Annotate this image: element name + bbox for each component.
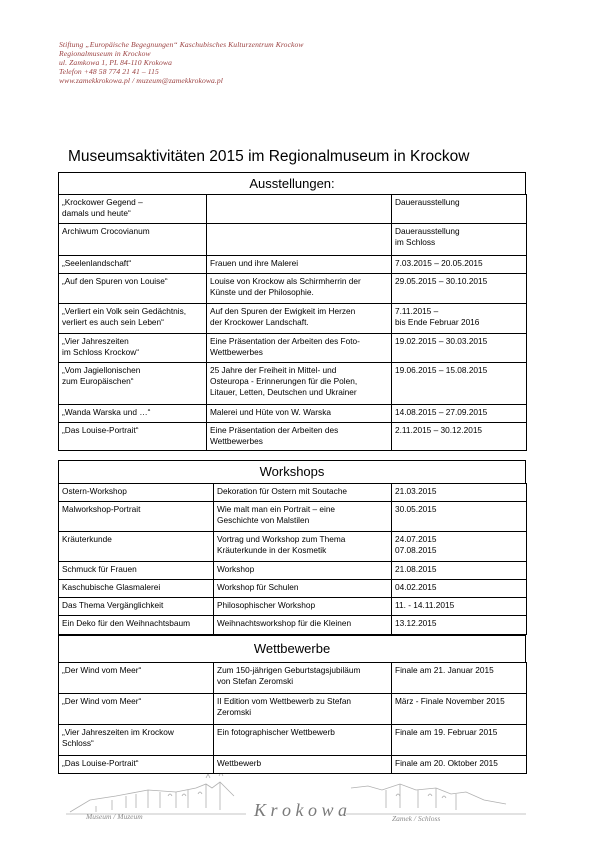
workshop-title: Kaschubische Glasmalerei [59,580,214,598]
table-row [59,663,527,694]
table-row [59,694,527,725]
exhibition-title: „Vom Jagiellonischen zum Europäischen“ [59,363,207,405]
exhibition-description: Auf den Spuren der Ewigkeit im Herzen der Krockower Landschaft. [207,304,392,334]
table-row [59,423,527,451]
section-header-exhibitions: Ausstellungen: [58,172,526,195]
workshop-date: 21.03.2015 [392,484,527,502]
workshop-title: Das Thema Vergänglichkeit [59,598,214,616]
exhibition-title: „Vier Jahreszeiten im Schloss Krockow“ [59,334,207,363]
workshop-description: Weihnachtsworkshop für die Kleinen [214,616,392,635]
table-row [59,616,527,635]
workshop-title: Kräuterkunde [59,532,214,562]
exhibition-description [207,195,392,224]
exhibition-title: „Wanda Warska und …“ [59,405,207,423]
exhibition-title: „Krockower Gegend – damals und heute“ [59,195,207,224]
workshop-description: Workshop [214,562,392,580]
workshop-date: 04.02.2015 [392,580,527,598]
table-row [59,334,527,363]
workshop-description: Vortrag und Workshop zum Thema Kräuterkunde in der Kosmetik [214,532,392,562]
competition-date: Finale am 19. Februar 2015 [392,725,527,756]
competition-description: Zum 150-jährigen Geburtstagsjubiläum von Stefan Zeromski [214,663,392,694]
exhibition-title: „Das Louise-Portrait“ [59,423,207,451]
workshop-description: Dekoration für Ostern mit Soutache [214,484,392,502]
workshop-date: 21.08.2015 [392,562,527,580]
footer [56,774,538,824]
workshop-title: Ostern-Workshop [59,484,214,502]
competition-title: „Der Wind vom Meer“ [59,694,214,725]
table-row [59,363,527,405]
table-row [59,304,527,334]
competition-title: „Vier Jahreszeiten im Krockow Schloss“ [59,725,214,756]
exhibition-description [207,224,392,256]
competition-description: Ein fotographischer Wettbewerb [214,725,392,756]
competition-date: März - Finale November 2015 [392,694,527,725]
exhibition-date: 19.06.2015 – 15.08.2015 [392,363,527,405]
workshop-title: Ein Deko für den Weihnachtsbaum [59,616,214,635]
exhibition-description: Louise von Krockow als Schirmherrin der Künste und der Philosophie. [207,274,392,304]
workshop-date: 24.07.2015 07.08.2015 [392,532,527,562]
exhibition-title: Archiwum Crocovianum [59,224,207,256]
table-row [59,532,527,562]
exhibition-date: 29.05.2015 – 30.10.2015 [392,274,527,304]
competitions-table [58,662,527,774]
workshop-title: Schmuck für Frauen [59,562,214,580]
table-row [59,405,527,423]
exhibition-description: Frauen und ihre Malerei [207,256,392,274]
competition-title: „Das Louise-Portrait“ [59,756,214,774]
exhibition-date: 19.02.2015 – 30.03.2015 [392,334,527,363]
competition-description: Wettbewerb [214,756,392,774]
table-row [59,562,527,580]
exhibition-date: 7.03.2015 – 20.05.2015 [392,256,527,274]
competition-date: Finale am 20. Oktober 2015 [392,756,527,774]
letterhead-line-address: ul. Zamkowa 1, PL 84-110 Krokowa [59,58,172,67]
footer-krokowa-label: K r o k o w a [254,800,348,820]
section-header-competitions: Wettbewerbe [58,635,526,663]
competition-description: II Edition vom Wettbewerb zu Stefan Zeromski [214,694,392,725]
workshop-description: Workshop für Schulen [214,580,392,598]
table-row [59,224,527,256]
competition-date: Finale am 21. Januar 2015 [392,663,527,694]
letterhead-line-museum: Regionalmuseum in Krockow [59,49,151,58]
exhibitions-table [58,194,527,451]
exhibition-description: 25 Jahre der Freiheit in Mittel- und Osteuropa - Erinnerungen für die Polen, Litauer, Letten, Deutschen und Ukrainer [207,363,392,405]
exhibition-date: 14.08.2015 – 27.09.2015 [392,405,527,423]
table-row [59,195,527,224]
table-row [59,725,527,756]
workshop-date: 30.05.2015 [392,502,527,532]
exhibition-title: „Seelenlandschaft“ [59,256,207,274]
footer-museum-label: Museum / Muzeum [86,812,143,821]
page-title: Museumsaktivitäten 2015 im Regionalmuseum in Krockow [68,148,470,165]
exhibition-date: Dauerausstellung im Schloss [392,224,527,256]
workshops-table [58,483,527,635]
workshop-description: Philosophischer Workshop [214,598,392,616]
competition-title: „Der Wind vom Meer“ [59,663,214,694]
letterhead [59,40,379,85]
letterhead-line-foundation: Stiftung „Europäische Begegnungen“ Kaschubisches Kulturzentrum Krockow [59,40,304,49]
exhibition-date: Dauerausstellung [392,195,527,224]
workshop-date: 11. - 14.11.2015 [392,598,527,616]
exhibition-description: Malerei und Hüte von W. Warska [207,405,392,423]
workshop-description: Wie malt man ein Portrait – eine Geschichte von Malstilen [214,502,392,532]
letterhead-line-web: www.zamekkrokowa.pl / muzeum@zamekkrokowa.pl [59,76,224,85]
exhibition-description: Eine Präsentation der Arbeiten des Wettbewerbes [207,423,392,451]
exhibition-date: 2.11.2015 – 30.12.2015 [392,423,527,451]
table-row [59,598,527,616]
workshop-title: Malworkshop-Portrait [59,502,214,532]
table-row [59,256,527,274]
exhibition-date: 7.11.2015 – bis Ende Februar 2016 [392,304,527,334]
footer-castle-label: Zamek / Schloss [392,814,441,823]
exhibition-title: „Auf den Spuren von Louise“ [59,274,207,304]
table-row [59,756,527,774]
exhibition-title: „Verliert ein Volk sein Gedächtnis, verliert es auch sein Leben“ [59,304,207,334]
table-row [59,580,527,598]
table-row [59,502,527,532]
section-header-workshops: Workshops [58,460,526,484]
letterhead-line-phone: Telefon +48 58 774 21 41 – 115 [59,67,159,76]
exhibition-description: Eine Präsentation der Arbeiten des Foto- Wettbewerbes [207,334,392,363]
workshop-date: 13.12.2015 [392,616,527,635]
table-row [59,274,527,304]
table-row [59,484,527,502]
